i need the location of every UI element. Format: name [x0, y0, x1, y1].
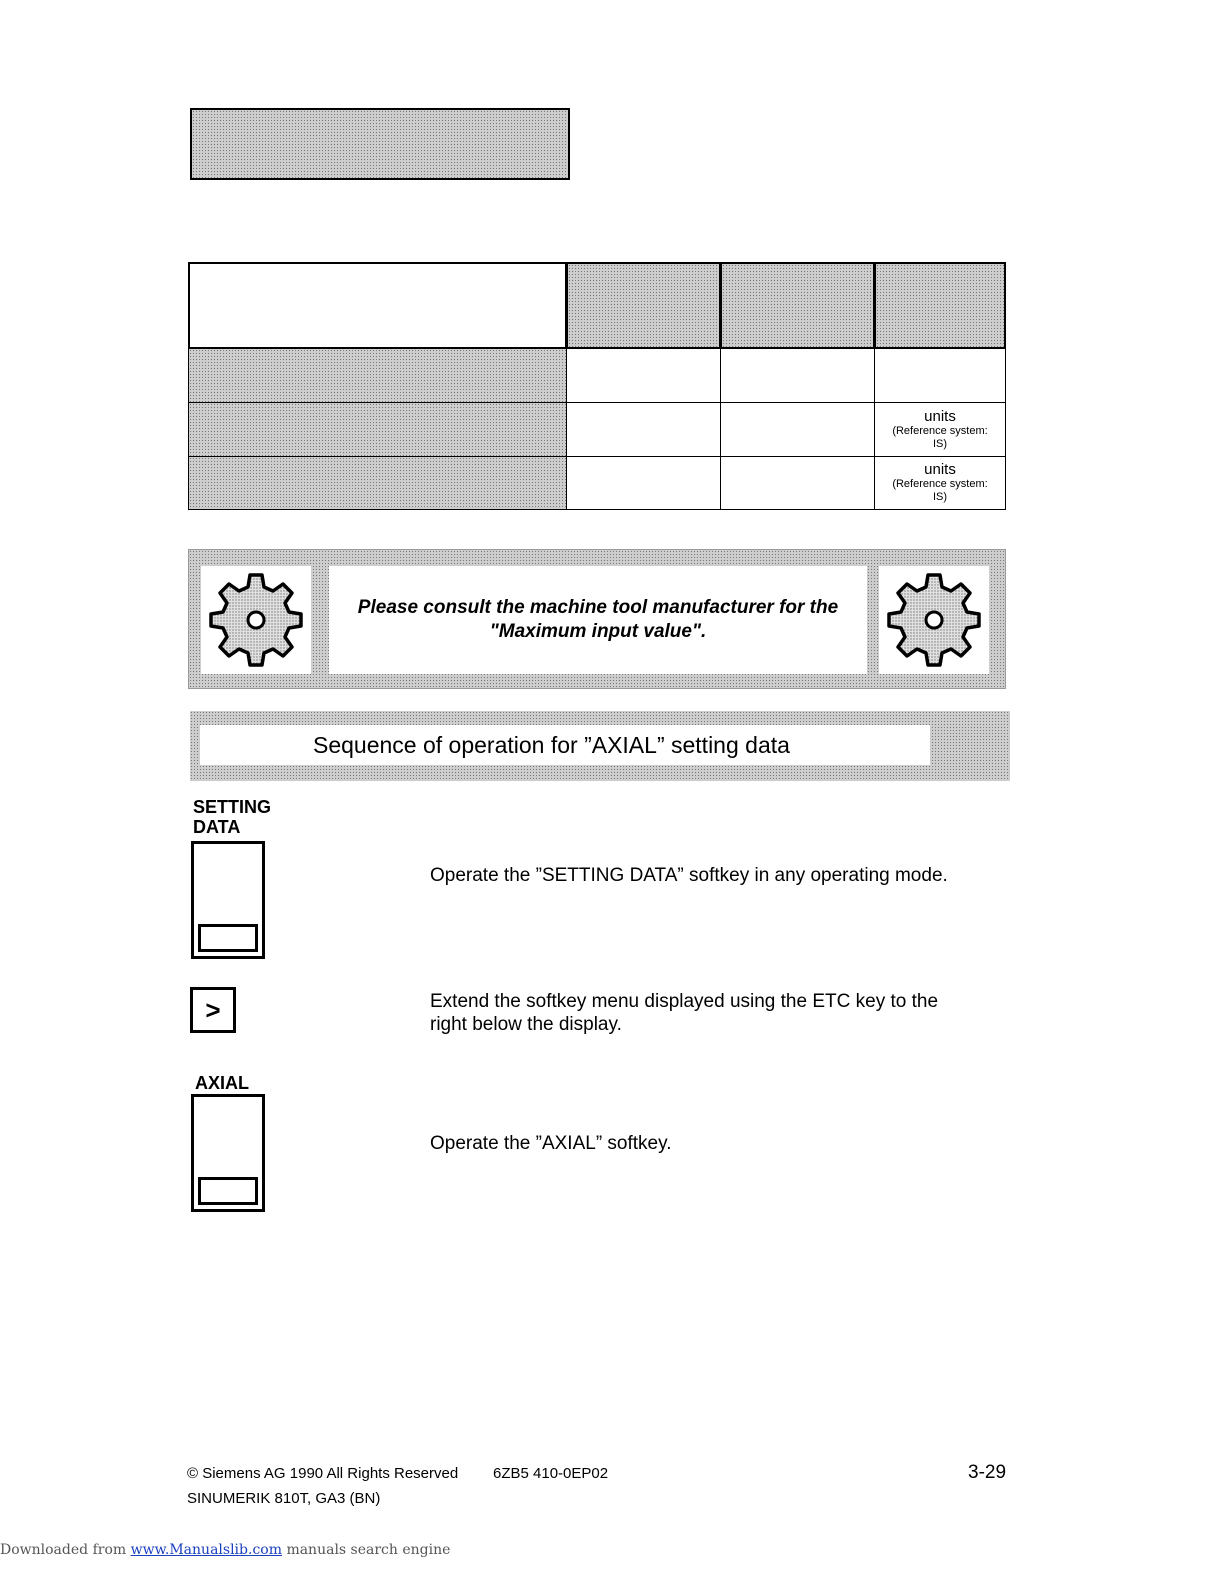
footer-product: SINUMERIK 810T, GA3 (BN) — [187, 1490, 381, 1507]
title-block — [190, 108, 570, 180]
units-label: units — [924, 407, 956, 425]
footer-order-number: 6ZB5 410-0EP02 — [493, 1465, 609, 1482]
etc-instruction: Extend the softkey menu displayed using the ETC key to the right below the display. — [430, 991, 939, 1035]
table-cell — [720, 402, 875, 457]
table-cell — [720, 348, 875, 403]
section-title: Sequence of operation for ”AXIAL” setting data — [200, 725, 930, 765]
note-text: Please consult the machine tool manufacturer for the "Maximum input value". — [329, 566, 867, 674]
data-table — [188, 262, 1006, 510]
softkey-button-face — [198, 1177, 258, 1205]
footer-copyright: © Siemens AG 1990 All Rights Reserved — [187, 1465, 459, 1482]
axial-softkey[interactable] — [191, 1094, 265, 1212]
gear-panel-left — [201, 566, 311, 674]
table-row-label — [188, 402, 567, 457]
section-header — [190, 711, 1010, 781]
table-cell-units — [874, 402, 1006, 457]
table-row-label — [188, 456, 567, 510]
table-cell — [566, 348, 721, 403]
reference-system-note: (Reference system: IS) — [892, 424, 988, 450]
axial-label: AXIAL — [195, 1073, 249, 1093]
page-number: 3-29 — [968, 1462, 1007, 1483]
table-cell — [874, 348, 1006, 403]
etc-key[interactable] — [190, 987, 236, 1033]
gear-panel-right — [879, 566, 989, 674]
table-cell — [566, 456, 721, 510]
reference-system-note: (Reference system: IS) — [892, 478, 988, 503]
gear-icon — [206, 570, 306, 670]
note-box — [188, 549, 1006, 689]
table-header-empty — [188, 262, 567, 349]
table-header-cell — [874, 262, 1006, 349]
gear-icon — [884, 570, 984, 670]
table-header-cell — [720, 262, 875, 349]
chevron-right-icon: > — [205, 994, 221, 1025]
manualslib-link[interactable]: www.Manualslib.com — [130, 1542, 282, 1558]
download-prefix: Downloaded from — [0, 1542, 127, 1558]
axial-instruction: Operate the ”AXIAL” softkey. — [430, 1133, 672, 1154]
download-suffix: manuals search engine — [286, 1542, 451, 1558]
table-row-label — [188, 348, 567, 403]
table-cell — [566, 402, 721, 457]
table-cell-units — [874, 456, 1006, 510]
setting-data-label-line-1: SETTING — [193, 797, 272, 817]
setting-data-instruction: Operate the ”SETTING DATA” softkey in any operating mode. — [430, 865, 948, 886]
setting-data-label — [193, 797, 271, 837]
table-header-cell — [566, 262, 721, 349]
softkey-button-face — [198, 924, 258, 952]
download-line — [0, 1542, 450, 1558]
setting-data-softkey[interactable] — [191, 841, 265, 959]
table-cell — [720, 456, 875, 510]
units-label: units — [924, 461, 956, 478]
setting-data-label-line-2: DATA — [193, 817, 241, 837]
